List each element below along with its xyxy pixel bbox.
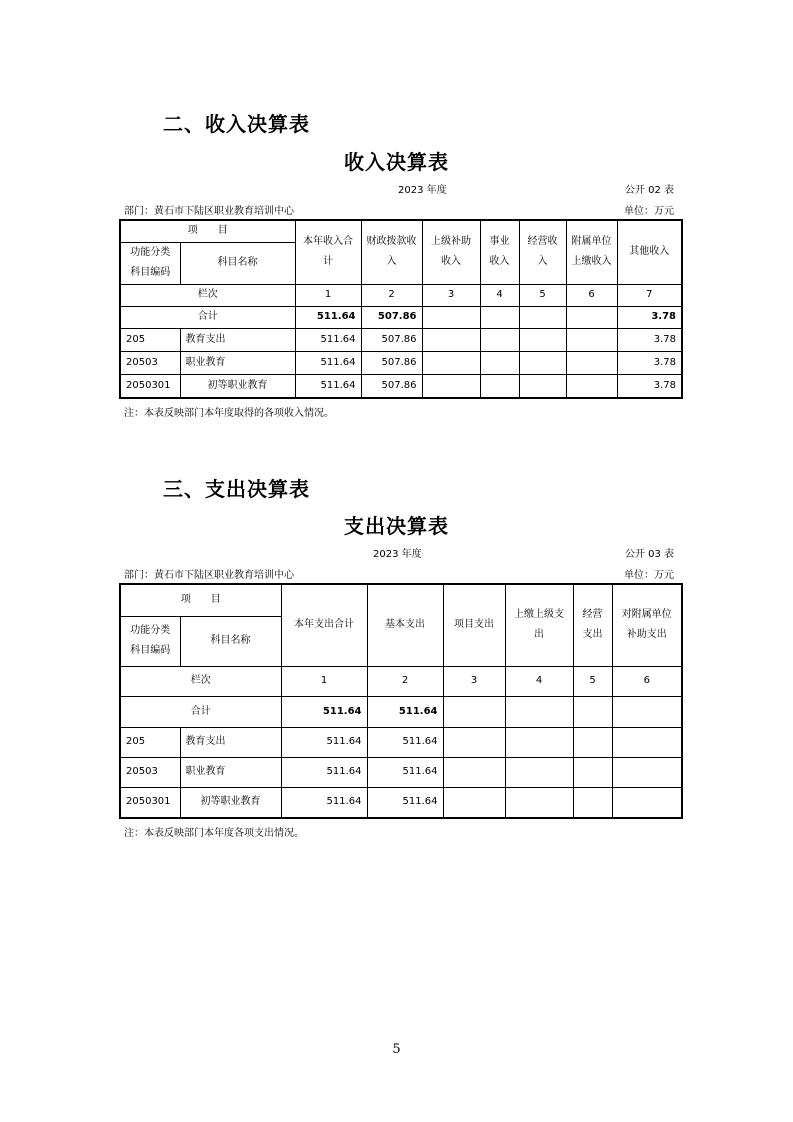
income-row-code: 2050301 [120,374,180,398]
income-header-col-1: 本年收入合计 [295,220,361,284]
income-note: 注：本表反映部门本年度取得的各项收入情况。 [124,408,334,419]
income-header-col-3: 上级补助收入 [422,220,480,284]
income-section-heading: 二、收入决算表 [163,112,310,136]
expense-index-label: 栏次 [120,666,281,696]
expense-row-value: 511.64 [281,787,367,818]
expense-note: 注：本表反映部门本年度各项支出情况。 [124,828,304,839]
expense-index-4: 4 [505,666,573,696]
income-table-row [120,328,682,351]
expense-row-value [505,757,573,787]
expense-table-row [120,727,682,757]
income-total-value [422,306,480,328]
income-row-name: 初等职业教育 [180,374,295,398]
expense-section-heading: 三、支出决算表 [163,477,310,501]
income-row-name: 教育支出 [180,328,295,351]
income-header-col-2: 财政拨款收入 [361,220,422,284]
expense-header-subject-name: 科目名称 [180,616,281,666]
income-unit: 单位：万元 [624,206,674,217]
income-table-row [120,351,682,374]
income-total-value: 3.78 [617,306,682,328]
expense-header-col-1: 本年支出合计 [281,584,367,666]
expense-row-name: 初等职业教育 [180,787,281,818]
income-table [119,219,683,399]
expense-row-value [505,787,573,818]
expense-index-5: 5 [573,666,612,696]
income-row-value [566,351,617,374]
expense-row-value [443,757,505,787]
expense-total-label: 合计 [120,696,281,727]
income-header-col-7: 其他收入 [617,220,682,284]
expense-table-row [120,757,682,787]
expense-total-value [505,696,573,727]
expense-unit: 单位：万元 [624,570,674,581]
income-row-name: 职业教育 [180,351,295,374]
expense-index-row [120,666,682,696]
income-row-value [480,328,519,351]
expense-row-value [612,757,682,787]
income-row-value: 511.64 [295,328,361,351]
expense-row-code: 20503 [120,757,180,787]
income-form-number: 公开 02 表 [624,185,674,196]
income-row-code: 20503 [120,351,180,374]
expense-header-col-3: 项目支出 [443,584,505,666]
income-index-label: 栏次 [120,284,295,306]
income-table-title: 收入决算表 [344,150,449,174]
expense-row-value: 511.64 [281,757,367,787]
income-row-value: 511.64 [295,374,361,398]
expense-form-number: 公开 03 表 [624,549,674,560]
income-year: 2023 年度 [398,185,447,196]
income-header-col-4: 事业收入 [480,220,519,284]
expense-total-value: 511.64 [281,696,367,727]
income-row-value: 507.86 [361,328,422,351]
income-index-1: 1 [295,284,361,306]
income-total-value: 507.86 [361,306,422,328]
expense-row-value [505,727,573,757]
income-department: 部门：黄石市下陆区职业教育培训中心 [124,206,294,217]
expense-row-code: 2050301 [120,787,180,818]
income-header-func-code: 功能分类科目编码 [120,242,180,284]
income-row-value [480,374,519,398]
income-row-value: 3.78 [617,351,682,374]
expense-row-value: 511.64 [367,757,443,787]
expense-row-name: 教育支出 [180,727,281,757]
expense-table [119,583,683,819]
expense-header-func-code: 功能分类科目编码 [120,616,180,666]
expense-header-col-5: 经营支出 [573,584,612,666]
income-row-value: 3.78 [617,374,682,398]
income-total-value: 511.64 [295,306,361,328]
income-header-col-6: 附属单位上缴收入 [566,220,617,284]
income-row-value [422,374,480,398]
income-index-7: 7 [617,284,682,306]
income-row-value [519,374,566,398]
income-total-label: 合计 [120,306,295,328]
income-row-value [519,328,566,351]
expense-row-value [573,757,612,787]
expense-table-row [120,787,682,818]
expense-row-value: 511.64 [367,727,443,757]
income-row-value [480,351,519,374]
expense-header-col-6: 对附属单位补助支出 [612,584,682,666]
expense-total-value [443,696,505,727]
income-row-value: 3.78 [617,328,682,351]
expense-row-value [443,727,505,757]
expense-row-value [443,787,505,818]
income-row-value [566,374,617,398]
income-row-value: 507.86 [361,351,422,374]
expense-row-value: 511.64 [281,727,367,757]
expense-header-project: 项 目 [120,584,281,616]
income-header-col-5: 经营收入 [519,220,566,284]
expense-row-value: 511.64 [367,787,443,818]
income-index-row [120,284,682,306]
income-table-row [120,374,682,398]
expense-year: 2023 年度 [373,549,422,560]
expense-row-value [612,787,682,818]
income-index-3: 3 [422,284,480,306]
income-total-value [480,306,519,328]
expense-index-1: 1 [281,666,367,696]
expense-row-code: 205 [120,727,180,757]
expense-total-row [120,696,682,727]
expense-row-value [612,727,682,757]
expense-total-value [573,696,612,727]
expense-row-name: 职业教育 [180,757,281,787]
income-row-value: 507.86 [361,374,422,398]
income-row-value [519,351,566,374]
income-index-6: 6 [566,284,617,306]
income-row-value [422,328,480,351]
income-row-value [422,351,480,374]
expense-table-title: 支出决算表 [344,514,449,538]
income-total-value [566,306,617,328]
income-header-subject-name: 科目名称 [180,242,295,284]
page-number: 5 [392,1042,401,1057]
expense-row-value [573,787,612,818]
expense-index-6: 6 [612,666,682,696]
expense-header-col-4: 上缴上级支出 [505,584,573,666]
expense-row-value [573,727,612,757]
income-row-value [566,328,617,351]
expense-total-value: 511.64 [367,696,443,727]
income-total-row [120,306,682,328]
expense-index-2: 2 [367,666,443,696]
expense-total-value [612,696,682,727]
expense-department: 部门：黄石市下陆区职业教育培训中心 [124,570,294,581]
income-total-value [519,306,566,328]
income-row-value: 511.64 [295,351,361,374]
income-index-4: 4 [480,284,519,306]
income-row-code: 205 [120,328,180,351]
income-index-2: 2 [361,284,422,306]
expense-header-col-2: 基本支出 [367,584,443,666]
income-header-project: 项 目 [120,220,295,242]
income-index-5: 5 [519,284,566,306]
expense-index-3: 3 [443,666,505,696]
